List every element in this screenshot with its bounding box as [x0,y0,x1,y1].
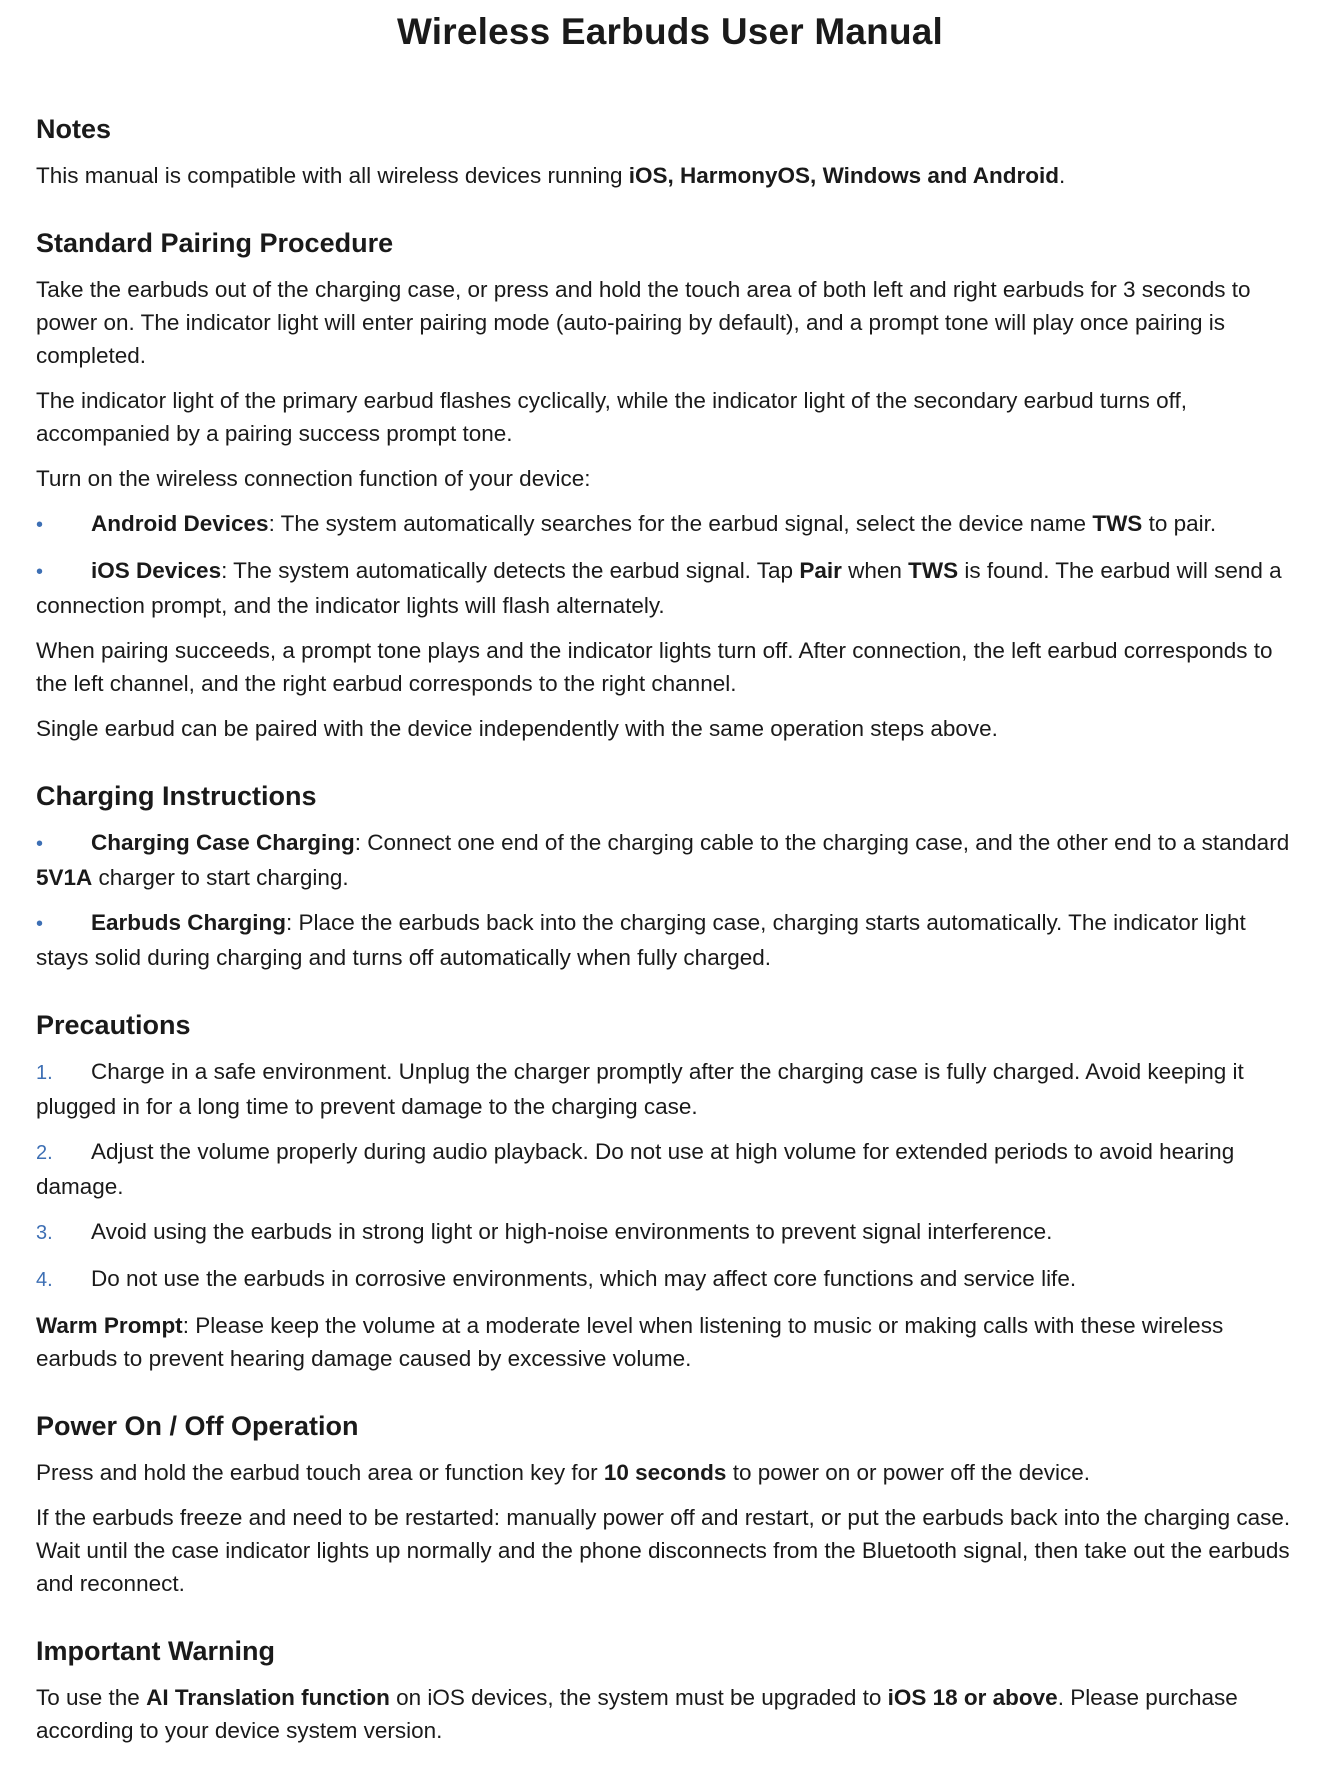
bullet-dot: • [36,561,44,583]
notes-text-b: iOS, HarmonyOS, Windows and Android [628,163,1060,188]
warning-text-b: AI Translation function [146,1685,390,1710]
pairing-paragraph-1: Take the earbuds out of the charging case, or press and hold the touch area of both left and right earbuds for 3 seconds to power on. The indicator light will enter pairing mode (auto-pairing by default), and a prompt tone will play once pairing is completed. [36,277,1251,368]
bullet-dot: • [36,913,44,935]
warning-text-a: To use the [36,1685,147,1710]
ios-text-c: when [841,558,909,583]
notes-text-a: This manual is compatible with all wireless devices running [36,163,629,188]
notes-heading: Notes [36,114,112,144]
warning-text-e: . Please purchase according to your device system version. [36,1685,1238,1743]
ios-text-b: Pair [799,558,842,583]
pairing-paragraph-2: The indicator light of the primary earbud flashes cyclically, while the indicator light of the secondary earbud turns off, accompanied by a pairing success prompt tone. [36,388,1188,446]
power-section [36,1409,1304,1600]
warning-heading: Important Warning [36,1636,275,1666]
item-text: Charge in a safe environment. Unplug the charger promptly after the charging case is fully charged. Avoid keeping it plugged in for a long time to prevent damage to the charging case. [36,1059,1244,1119]
precaution-item [36,1055,1304,1123]
charging-section [36,779,1304,974]
warning-text-d: iOS 18 or above [887,1685,1058,1710]
ios-text-e: is found. The earbud will send a connection prompt, and the indicator lights will flash alternately. [36,558,1282,618]
page-title: Wireless Earbuds User Manual [396,11,944,52]
earbuds-charging-text: : Place the earbuds back into the charging case, charging starts automatically. The indicator light stays solid during charging and turns off automatically when fully charged. [36,910,1246,970]
charging-bullet-case [36,826,1304,894]
pairing-heading: Standard Pairing Procedure [36,228,394,258]
power-heading: Power On / Off Operation [36,1411,359,1441]
warm-prompt [36,1309,1304,1375]
pairing-paragraph-4: When pairing succeeds, a prompt tone plays and the indicator lights turn off. After connection, the left earbud corresponds to the left channel, and the right earbud corresponds to the right channel. [36,638,1273,696]
ios-label: iOS Devices [91,558,222,583]
warning-paragraph [36,1681,1304,1747]
precautions-heading: Precautions [36,1010,191,1040]
precaution-item [36,1262,1304,1297]
notes-paragraph [36,159,1304,192]
item-text: Avoid using the earbuds in strong light or high-noise environments to prevent signal interference. [91,1219,1053,1244]
warning-text-c: on iOS devices, the system must be upgraded to [389,1685,888,1710]
charging-bullet-earbuds [36,906,1304,974]
charging-heading: Charging Instructions [36,781,317,811]
case-charging-text-a: : Connect one end of the charging cable to the charging case, and the other end to a standard [354,830,1290,855]
pairing-paragraph-5: Single earbud can be paired with the device independently with the same operation steps above. [36,716,998,741]
power-paragraph-2: If the earbuds freeze and need to be restarted: manually power off and restart, or put the earbuds back into the charging case. Wait until the case indicator lights up normally and the phone disconnects from the Bluetooth signal, then take out the earbuds and reconnect. [36,1505,1291,1596]
item-number: 1. [36,1062,53,1084]
case-charging-text-b: 5V1A [36,865,93,890]
warm-prompt-text: : Please keep the volume at a moderate level when listening to music or making calls with these wireless earbuds to prevent hearing damage caused by excessive volume. [36,1313,1224,1371]
android-text-a: : The system automatically searches for the earbud signal, select the device name [268,511,1093,536]
item-text: Adjust the volume properly during audio playback. Do not use at high volume for extended periods to avoid hearing damage. [36,1139,1235,1199]
ios-text-a: : The system automatically detects the earbud signal. Tap [221,558,800,583]
warning-section [36,1634,1304,1747]
warm-prompt-label: Warm Prompt [36,1313,183,1338]
precaution-item [36,1135,1304,1203]
item-text: Do not use the earbuds in corrosive environments, which may affect core functions and service life. [91,1266,1077,1291]
ios-text-d: TWS [908,558,959,583]
pairing-paragraph-3: Turn on the wireless connection function of your device: [36,466,591,491]
earbuds-charging-label: Earbuds Charging [91,910,287,935]
notes-section [36,112,1304,192]
bullet-dot: • [36,514,44,536]
power-text-c: to power on or power off the device. [726,1460,1090,1485]
power-text-a: Press and hold the earbud touch area or function key for [36,1460,604,1485]
android-text-b: TWS [1092,511,1143,536]
pairing-bullet-android [36,507,1304,542]
android-text-c: to pair. [1142,511,1217,536]
pairing-bullet-ios [36,554,1304,622]
case-charging-text-c: charger to start charging. [92,865,349,890]
item-number: 3. [36,1222,53,1244]
case-charging-label: Charging Case Charging [91,830,355,855]
bullet-dot: • [36,833,44,855]
pairing-section [36,226,1304,745]
android-label: Android Devices [91,511,269,536]
notes-text-c: . [1059,163,1066,188]
power-text-b: 10 seconds [603,1460,727,1485]
item-number: 2. [36,1142,53,1164]
precaution-item [36,1215,1304,1250]
power-paragraph-1 [36,1456,1304,1489]
precautions-section [36,1008,1304,1375]
item-number: 4. [36,1269,53,1291]
